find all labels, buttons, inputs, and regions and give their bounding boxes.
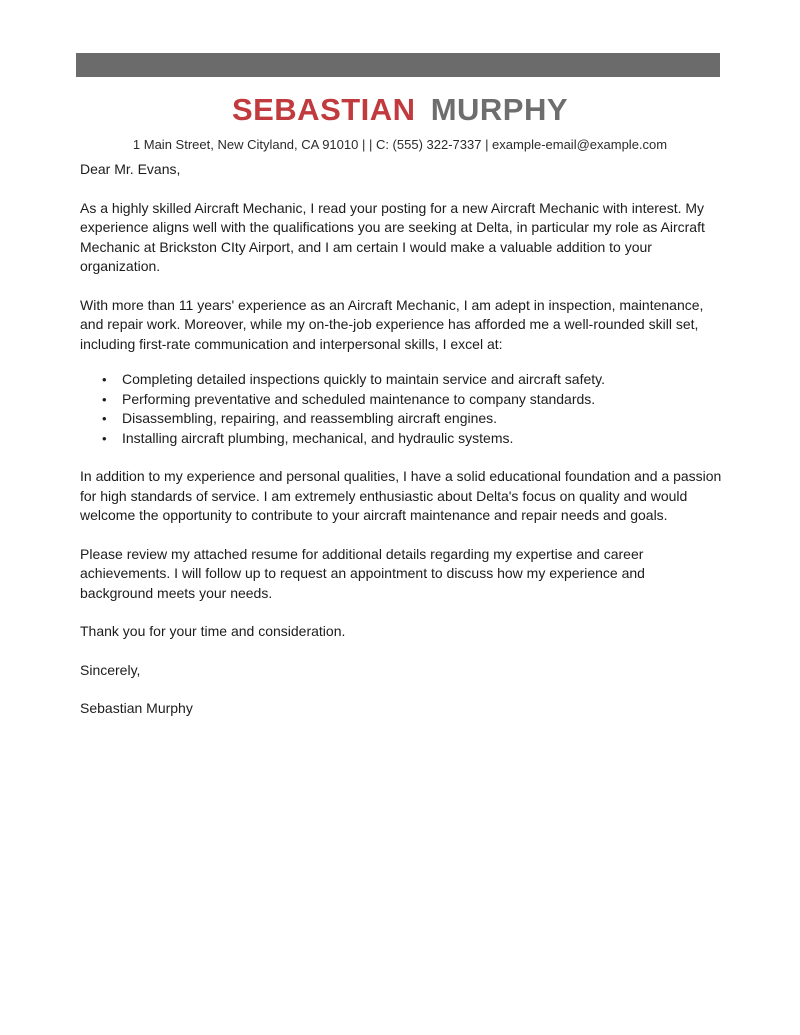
header-accent-bar bbox=[76, 53, 720, 77]
list-item-text: Completing detailed inspections quickly to maintain service and aircraft safety. bbox=[122, 371, 605, 387]
signoff: Sincerely, bbox=[80, 661, 141, 678]
bullet-icon: • bbox=[102, 411, 107, 426]
list-item bbox=[102, 429, 722, 449]
list-item-text: Installing aircraft plumbing, mechanical, and hydraulic systems. bbox=[122, 429, 514, 446]
paragraph-qualities: In addition to my experience and personal qualities, I have a solid educational foundation and a passion for high standards of service. I am extremely enthusiastic about Delta's focus on quality and would welcome the opportunity to contribute to your aircraft maintenance and repair needs and goals. bbox=[80, 468, 722, 523]
list-item-text: Performing preventative and scheduled maintenance to company standards. bbox=[122, 390, 596, 407]
skill-list bbox=[80, 370, 722, 448]
salutation: Dear Mr. Evans, bbox=[80, 161, 181, 177]
paragraph-followup: Please review my attached resume for additional details regarding my expertise and career achievements. I will follow up to request an appointment to discuss how my experience and background meets your needs. bbox=[80, 545, 645, 601]
list-item bbox=[102, 409, 722, 429]
list-item-text: Disassembling, repairing, and reassembling aircraft engines. bbox=[122, 410, 498, 426]
first-name: SEBASTIAN bbox=[231, 92, 416, 127]
last-name: MURPHY bbox=[430, 92, 569, 127]
letter-body bbox=[80, 160, 722, 738]
list-item bbox=[102, 370, 722, 390]
bullet-icon: • bbox=[102, 430, 107, 446]
bullet-icon: • bbox=[102, 372, 107, 387]
list-item bbox=[102, 390, 722, 410]
paragraph-intro: As a highly skilled Aircraft Mechanic, I read your posting for a new Aircraft Mechanic with interest. My experience aligns well with the qualifications you are seeking at Delta, in particular my role as Aircraft Mechanic at Brickston CIty Airport, and I am certain I would make a valuable addition to your organization. bbox=[80, 199, 705, 274]
signature-name: Sebastian Murphy bbox=[80, 700, 193, 716]
contact-info: 1 Main Street, New Cityland, CA 91010 | | C: (555) 322-7337 | example-email@example.com bbox=[132, 137, 668, 152]
paragraph-experience: With more than 11 years' experience as an Aircraft Mechanic, I am adept in inspection, maintenance, and repair work. Moreover, while my on-the-job experience has afforded me a well-rounded skill set, including first-rate communication and interpersonal skills, I excel at: bbox=[80, 296, 704, 352]
thank-you-line: Thank you for your time and consideration. bbox=[80, 623, 346, 639]
page-title bbox=[0, 92, 800, 128]
bullet-icon: • bbox=[102, 391, 107, 407]
